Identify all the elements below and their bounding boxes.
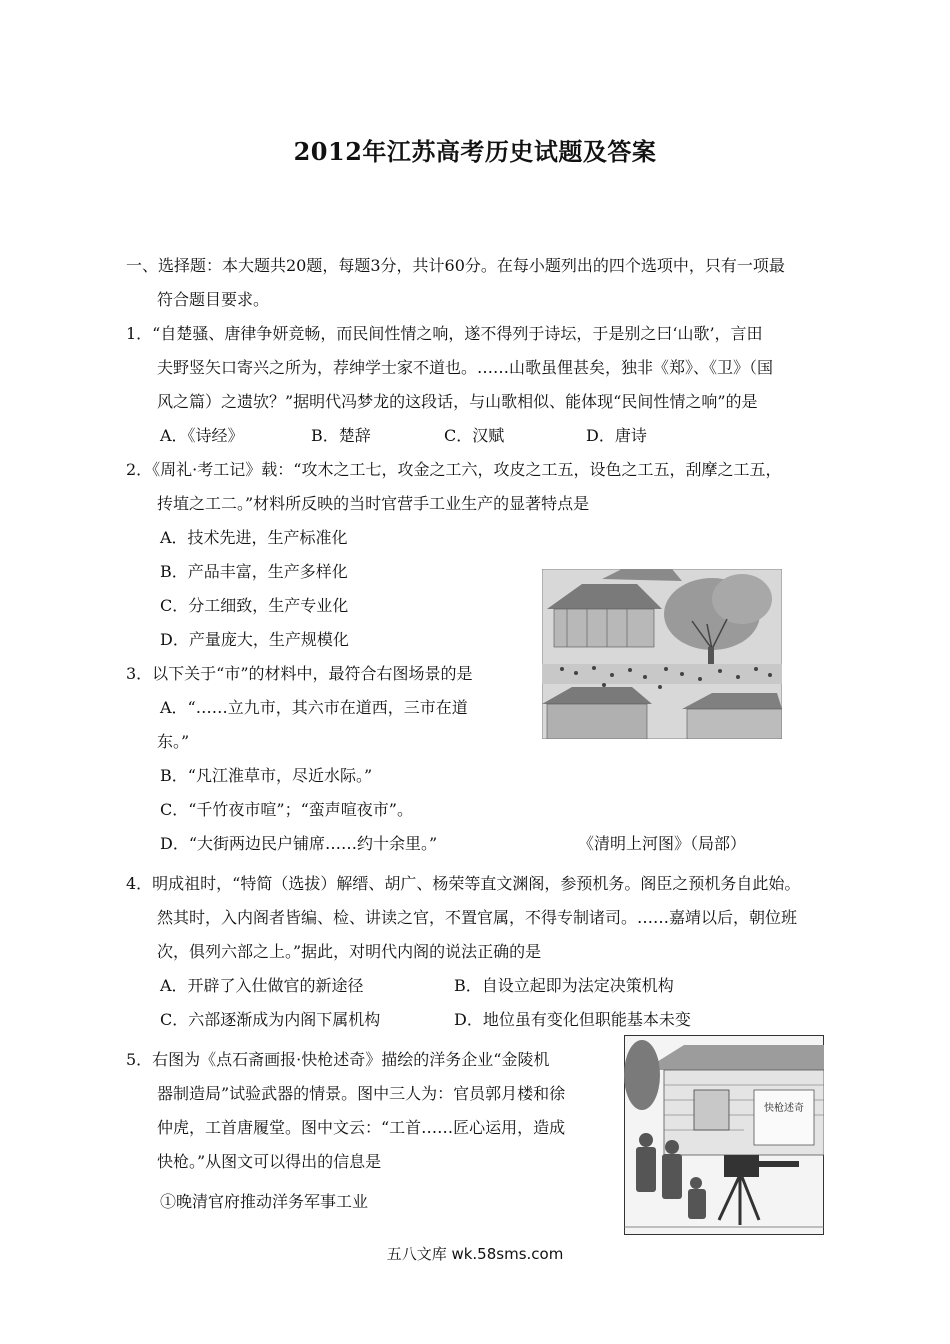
q4-option-b: B．自设立起即为法定决策机构 [454, 976, 674, 995]
qingming-painting-image [542, 569, 782, 739]
q1-option-d: D．唐诗 [586, 426, 647, 445]
q3-stem: 3．以下关于“市”的材料中，最符合右图场景的是 [126, 664, 473, 683]
q3-option-c: C．“千竹夜市喧”；“蛮声喧夜市”。 [160, 800, 413, 819]
q2-stem-line2: 抟埴之工二。”材料所反映的当时官营手工业生产的显著特点是 [157, 494, 590, 513]
q5-stem-line4: 快枪。”从图文可以得出的信息是 [157, 1152, 382, 1171]
q3-option-d: D．“大街两边民户铺席……约十余里。” [160, 834, 438, 853]
dianshizhai-illustration [624, 1035, 824, 1235]
q2-option-b: B．产品丰富，生产多样化 [160, 562, 348, 581]
q1-stem-line2: 夫野竖矢口寄兴之所为，荐绅学士家不道也。……山歌虽俚甚矣，独非《郑》、《卫》（国 [157, 358, 774, 377]
q2-option-d: D．产量庞大，生产规模化 [160, 630, 349, 649]
q4-stem-line1: 4．明成祖时，“特简（选拔）解缙、胡广、杨荣等直文渊阁，参预机务。阁臣之预机务自此始。 [126, 874, 801, 893]
q5-stem-line1: 5．右图为《点石斋画报·快枪述奇》描绘的洋务企业“金陵机 [126, 1050, 550, 1069]
q4-stem-line3: 次，俱列六部之上。”据此，对明代内阁的说法正确的是 [157, 942, 542, 961]
page-footer-watermark: 五八文库 wk.58sms.com [386, 1245, 564, 1263]
q1-option-a: A．《诗经》 [160, 426, 244, 445]
q3-option-a-cont: 东。” [157, 732, 190, 751]
q5-stem-line3: 仲虎，工首唐履堂。图中文云：“工首……匠心运用，造成 [157, 1118, 566, 1137]
illustration-inscription: 快枪述奇 [764, 1103, 804, 1114]
page-title: 2012年江苏高考历史试题及答案 [293, 137, 657, 166]
q4-option-d: D．地位虽有变化但职能基本未变 [454, 1010, 691, 1029]
section-heading-cont: 符合题目要求。 [157, 290, 270, 309]
q1-option-b: B．楚辞 [311, 426, 371, 445]
q3-option-a: A．“……立九市，其六市在道西，三市在道 [160, 698, 468, 717]
q2-option-a: A．技术先进，生产标准化 [160, 528, 348, 547]
section-heading: 一、选择题：本大题共20题，每题3分，共计60分。在每小题列出的四个选项中，只有一项最 [126, 256, 785, 275]
q4-option-c: C．六部逐渐成为内阁下属机构 [160, 1010, 381, 1029]
q3-option-b: B．“凡江淮草市，尽近水际。” [160, 766, 373, 785]
q3-figure-caption: 《清明上河图》（局部） [578, 834, 747, 853]
q4-option-a: A．开辟了入仕做官的新途径 [160, 976, 364, 995]
q2-stem-line1: 2．《周礼·考工记》载：“攻木之工七，攻金之工六，攻皮之工五，设色之工五，刮摩之工五， [126, 460, 782, 479]
q2-option-c: C．分工细致，生产专业化 [160, 596, 349, 615]
q1-stem-line1: 1．“自楚骚、唐律争妍竞畅，而民间性情之响，遂不得列于诗坛，于是别之曰‘山歌’，言田 [126, 324, 763, 343]
q5-item-1: ①晚清官府推动洋务军事工业 [160, 1192, 369, 1211]
q1-stem-line3: 风之篇）之遗欤？”据明代冯梦龙的这段话，与山歌相似、能体现“民间性情之响”的是 [157, 392, 758, 411]
q4-stem-line2: 然其时，入内阁者皆编、检、讲读之官，不置官属，不得专制诸司。……嘉靖以后，朝位班 [157, 908, 798, 927]
q1-option-c: C．汉赋 [444, 426, 505, 445]
q5-stem-line2: 器制造局”试验武器的情景。图中三人为：官员郭月楼和徐 [157, 1084, 566, 1103]
